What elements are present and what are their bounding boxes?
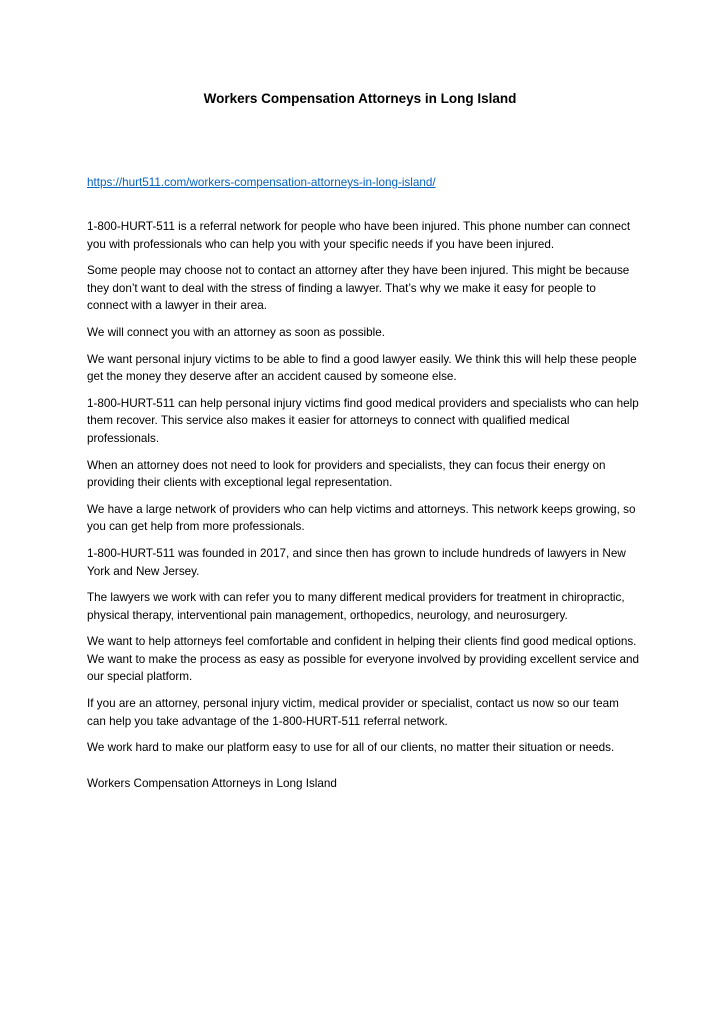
paragraph: We have a large network of providers who can help victims and attorneys. This network keeps growing, so you can get help from more professionals. bbox=[87, 502, 636, 534]
document-title: Workers Compensation Attorneys in Long Island bbox=[203, 91, 517, 106]
paragraph: We work hard to make our platform easy to use for all of our clients, no matter their situation or needs. bbox=[87, 741, 615, 755]
paragraph: We want personal injury victims to be able to find a good lawyer easily. We think this will help these people get the money they deserve after an accident caused by someone else. bbox=[87, 352, 637, 384]
source-link[interactable]: https://hurt511.com/workers-compensation-attorneys-in-long-island/ bbox=[87, 176, 436, 189]
paragraph: 1-800-HURT-511 was founded in 2017, and since then has grown to include hundreds of lawyers in New York and New Jersey. bbox=[87, 546, 626, 578]
paragraph: When an attorney does not need to look for providers and specialists, they can focus their energy on providing their clients with exceptional legal representation. bbox=[87, 458, 606, 490]
paragraph: 1-800-HURT-511 can help personal injury victims find good medical providers and specialists who can help them recover. This service also makes it easier for attorneys to connect with qualified medical professionals. bbox=[87, 396, 639, 445]
document-body bbox=[87, 218, 639, 792]
paragraph: We will connect you with an attorney as soon as possible. bbox=[87, 325, 385, 339]
paragraph: We want to help attorneys feel comfortable and confident in helping their clients find good medical options. We want to make the process as easy as possible for everyone involved by providing excellent service and our special platform. bbox=[87, 635, 639, 684]
paragraph: 1-800-HURT-511 is a referral network for people who have been injured. This phone number can connect you with professionals who can help you with your specific needs if you have been injured. bbox=[87, 220, 631, 251]
paragraph: If you are an attorney, personal injury victim, medical provider or specialist, contact us now so our team can help you take advantage of the 1-800-HURT-511 referral network. bbox=[87, 697, 619, 728]
paragraph: Some people may choose not to contact an attorney after they have been injured. This might be because they don’t want to deal with the stress of finding a lawyer. That’s why we make it easy for people to connect with a lawyer in their area. bbox=[87, 264, 630, 313]
paragraph: The lawyers we work with can refer you to many different medical providers for treatment in chiropractic, physical therapy, interventional pain management, orthopedics, neurology, and neurosurgery. bbox=[87, 591, 625, 622]
footer-text: Workers Compensation Attorneys in Long Island bbox=[87, 776, 337, 790]
